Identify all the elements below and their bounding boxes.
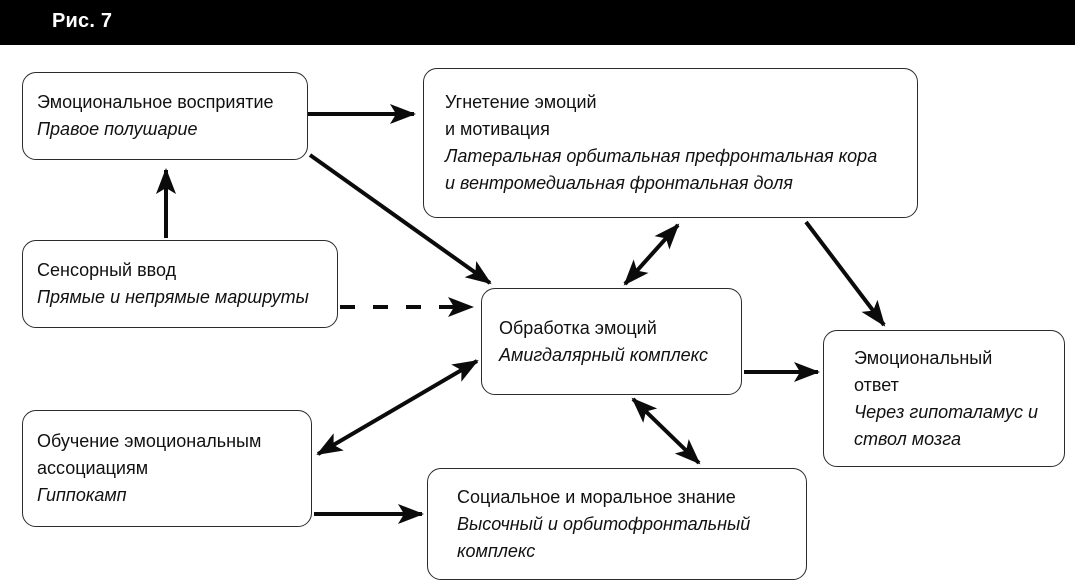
node-title: Эмоциональный: [854, 347, 993, 368]
arrow-suppression-to-response: [806, 222, 884, 325]
node-subtitle: Через гипоталамус и: [854, 401, 1039, 422]
node-title: Сенсорный ввод: [37, 260, 177, 280]
node-title: Обучение эмоциональным: [37, 431, 262, 451]
arrow-processing-social-bidirectional: [633, 399, 699, 463]
node-title: Угнетение эмоций: [445, 92, 597, 112]
node-emotional-learning: [22, 410, 312, 527]
node-emotion-processing: [481, 288, 742, 395]
node-subtitle: Гиппокамп: [37, 485, 127, 505]
figure-label: Рис. 7: [52, 10, 113, 32]
node-social-moral-knowledge: [427, 468, 807, 580]
node-title: ассоциациям: [37, 458, 149, 478]
node-sensory-input: [22, 240, 338, 328]
arrow-suppression-processing-bidirectional: [625, 225, 678, 284]
node-subtitle: комплекс: [457, 540, 536, 561]
node-title: Обработка эмоций: [499, 317, 657, 338]
node-emotional-response: [823, 330, 1065, 467]
node-subtitle: ствол мозга: [854, 428, 961, 449]
node-emotion-suppression: [423, 68, 918, 218]
node-subtitle: Латеральная орбитальная префронтальная кора: [445, 146, 878, 166]
node-subtitle: Прямые и непрямые маршруты: [37, 287, 309, 307]
node-title: Эмоциональное восприятие: [37, 92, 274, 112]
arrow-processing-learning-bidirectional: [318, 361, 477, 454]
node-subtitle: Высочный и орбитофронтальный: [457, 513, 751, 534]
node-subtitle: Амигдалярный комплекс: [499, 344, 708, 365]
node-title: Социальное и моральное знание: [457, 486, 736, 507]
node-emotional-perception: [22, 72, 308, 160]
node-subtitle: и вентромедиальная фронтальная доля: [445, 173, 793, 193]
node-subtitle: Правое полушарие: [37, 119, 198, 139]
node-title: ответ: [854, 374, 899, 395]
node-title: и мотивация: [445, 119, 550, 139]
